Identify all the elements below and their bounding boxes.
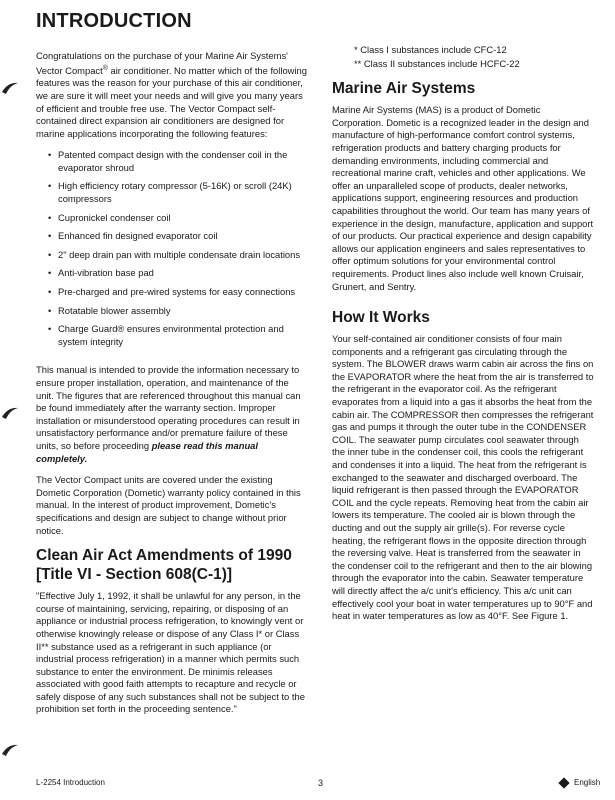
feature-item: • Rotatable blower assembly — [48, 305, 308, 318]
class-footnotes — [354, 44, 594, 70]
feature-item: • High efficiency rotary compressor (5-16K) or scroll (24K) compressors — [48, 180, 308, 205]
registered-mark: ® — [102, 64, 108, 72]
feature-item: • Enhanced fin designed evaporator coil — [48, 230, 308, 243]
intro-paragraph — [36, 50, 308, 140]
language-label: English — [574, 778, 601, 787]
marine-air-systems-heading: Marine Air Systems — [332, 80, 476, 98]
page-title: INTRODUCTION — [36, 10, 192, 32]
how-it-works-heading: How It Works — [332, 309, 430, 327]
left-column — [36, 50, 308, 725]
clean-air-act-paragraph: "Effective July 1, 1992, it shall be unlawful for any person, in the course of maintaining, servicing, repairing, or disposing of an appliance or industrial process refrigeration, to knowingly vent or otherwise knowingly release or dispose of any Class I* or Class II** substance used as a refrigerant in such appliance (or industrial process refrigeration) in a manner which permits such substance to enter the environment. De minimis releases associated with good faith attempts to recapture and recycle or safely dispose of any such substances shall not be subject to the prohibition set forth in the proceeding sentence." — [36, 590, 305, 715]
footnote-class-i: * Class I substances include CFC-12 — [354, 44, 507, 55]
feature-item: • 2" deep drain pan with multiple condensate drain locations — [48, 249, 308, 262]
feature-item: • Pre-charged and pre-wired systems for easy connections — [48, 286, 308, 299]
clean-air-act-heading: Clean Air Act Amendments of 1990 [Title VI - Section 608(C-1)] — [36, 547, 292, 584]
read-manual-emphasis: please read this manual completely. — [36, 439, 258, 464]
footer-page-number: 3 — [318, 778, 324, 788]
feature-item: • Cupronickel condenser coil — [48, 212, 308, 225]
binder-punch-mark-icon — [0, 405, 20, 421]
right-column — [332, 44, 594, 632]
diamond-icon — [558, 777, 569, 788]
marine-air-systems-paragraph: Marine Air Systems (MAS) is a product of Dometic Corporation. Dometic is a recognized leader in the design and manufacture of high-performance comfort control systems, refrigeration products and battery charging products for demanding environments, including commercial and recreational marine craft, vehicles and other applications. We offer an unparalleled scope of products, dealer networks, applications support, engineering resources and production capabilities throughout the world. Our team has many years of experience in the design, manufacture, application and support of our products. Our practical experience and design capability allows our application engineers and sales representatives to offer optimum solutions for your environmental control requirements. Product lines also include well known Cruisair, Grunert, and Sentry. — [332, 104, 594, 292]
manual-purpose-paragraph — [36, 364, 308, 465]
footnote-class-ii: ** Class II substances include HCFC-22 — [354, 57, 520, 69]
feature-item: • Anti-vibration base pad — [48, 267, 308, 280]
footer-language — [560, 778, 600, 787]
intro-text-part-1: Congratulations on the purchase of your Marine Air Systems' Vector Compact — [36, 50, 288, 76]
how-it-works-paragraph: Your self-contained air conditioner consists of four main components and a refrigerant gas circulating through the system. The BLOWER draws warm cabin air across the fins on the EVAPORATOR where the heat from the air is transferred to the refrigerant in the evaporator coil. As the refrigerant evaporates from a liquid into a gas it absorbs the heat from the cabin air. The COMPRESSOR then compresses the refrigerant gas and pumps it through the outer tube in the CONDENSER COIL. The seawater pump circulates cool seawater through the inner tube in the condenser coil, this cools the refrigerant and condenses it into a liquid. The heat from the refrigerant is exchanged to the seawater and discharged overboard. The liquid refrigerant is then passed through the EVAPORATOR COIL and the cycle repeats. Removing heat from the cabin air lowers its temperature. The cooled air is blown through the ducting and out the supply air grille(s). For reverse cycle heating, the refrigerant flows in the opposite direction through the reversing valve. Heat is transferred from the seawater in the condenser coil to the refrigerant and then to the air blowing through the evaporator into the cabin. Seawater temperature will directly affect the a/c unit's efficiency. This a/c unit can effectively cool your boat in water temperatures up to 90°F and heat in water temperatures as low as 40°F. See Figure 1. — [332, 333, 594, 622]
manual-purpose-text: This manual is intended to provide the information necessary to ensure proper installation, operation, and maintenance of the unit. The figures that are referenced throughout this manual can be found immediately after the warranty section. Improper installation or misunderstood operating procedures can result in unsatisfactory performance and/or premature failure of these units, so before proceeding — [36, 364, 301, 451]
feature-item: • Charge Guard® ensures environmental protection and system integrity — [48, 323, 308, 348]
footer-doc-id: L-2254 Introduction — [36, 778, 105, 787]
binder-punch-mark-icon — [0, 80, 20, 96]
warranty-paragraph: The Vector Compact units are covered under the existing Dometic Corporation (Dometic) warranty policy contained in this manual. In the interest of product improvement, Dometic's specifications and design are subject to change without prior notice. — [36, 474, 301, 536]
feature-item: • Patented compact design with the condenser coil in the evaporator shroud — [48, 149, 308, 174]
feature-list — [36, 149, 308, 348]
binder-punch-mark-icon — [0, 742, 20, 758]
intro-text-part-2: air conditioner. No matter which of the following features was the reason for your purchase of this air conditioner, we are sure it will meet your needs and will give you many years of efficient and trouble free use. The Vector Compact self-contained direct expansion air conditioners are designed for marine applications incorporating the following features: — [36, 64, 307, 139]
